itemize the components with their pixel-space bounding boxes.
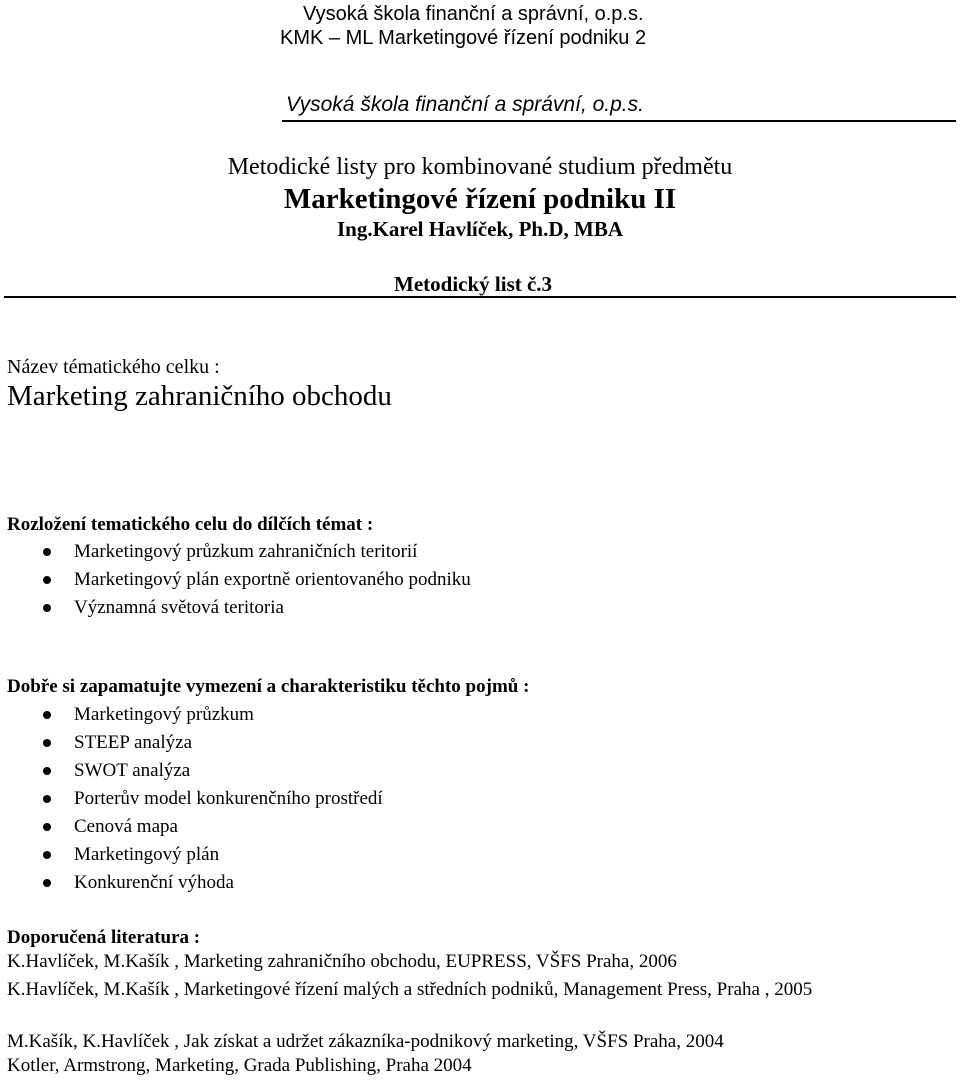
topic-label: Název tématického celku :: [7, 356, 220, 378]
list-item-text: Marketingový průzkum zahraničních teritorií: [74, 541, 418, 562]
topic-title: Marketing zahraničního obchodu: [7, 380, 392, 412]
bullet-icon: [43, 739, 51, 747]
list-item-text: Marketingový plán: [74, 844, 220, 865]
list-item-text: Marketingový průzkum: [74, 704, 254, 725]
sheet-rule: [4, 296, 956, 298]
author-name: Ing.Karel Havlíček, Ph.D, MBA: [336, 217, 624, 241]
list-item-text: Konkurenční výhoda: [74, 872, 234, 893]
sheet-number: Metodický list č.3: [394, 272, 553, 296]
list-item-text: SWOT analýza: [74, 760, 191, 781]
bullet-icon: [43, 879, 51, 887]
school-name: Vysoká škola finanční a správní, o.p.s.: [286, 93, 644, 116]
bullet-icon: [43, 823, 51, 831]
literature-item: M.Kašík, K.Havlíček , Jak získat a udržet zákazníka-podnikový marketing, VŠFS Praha, 2004: [7, 1031, 724, 1052]
literature-item: K.Havlíček, M.Kašík , Marketing zahraničního obchodu, EUPRESS, VŠFS Praha, 2006: [7, 951, 677, 972]
breakdown-heading: Rozložení tematického celu do dílčích témat :: [7, 514, 374, 535]
bullet-icon: [43, 576, 51, 584]
intro-line: Metodické listy pro kombinované studium předmětu: [227, 154, 733, 180]
subject-title: Marketingové řízení podniku II: [283, 183, 677, 215]
bullet-icon: [43, 548, 51, 556]
list-item-text: Porterův model konkurenčního prostředí: [74, 788, 383, 809]
literature-item: K.Havlíček, M.Kašík , Marketingové řízení malých a středních podniků, Management Press, Praha , 2005: [7, 979, 813, 1000]
list-item-text: Marketingový plán exportně orientovaného podniku: [74, 569, 471, 590]
list-item-text: Cenová mapa: [74, 816, 178, 837]
bullet-icon: [43, 851, 51, 859]
bullet-icon: [43, 711, 51, 719]
list-item-text: STEEP analýza: [74, 732, 193, 753]
literature-item: Kotler, Armstrong, Marketing, Grada Publishing, Praha 2004: [7, 1055, 472, 1076]
bullet-icon: [43, 767, 51, 775]
list-item-text: Významná světová teritoria: [74, 597, 284, 618]
literature-heading: Doporučená literatura :: [7, 927, 201, 948]
concepts-heading: Dobře si zapamatujte vymezení a charakteristiku těchto pojmů :: [7, 676, 530, 697]
bullet-icon: [43, 795, 51, 803]
title-rule: [282, 120, 956, 122]
bullet-icon: [43, 604, 51, 612]
header-course-code: KMK – ML Marketingové řízení podniku 2: [280, 27, 647, 49]
header-school-name: Vysoká škola finanční a správní, o.p.s.: [303, 3, 644, 25]
